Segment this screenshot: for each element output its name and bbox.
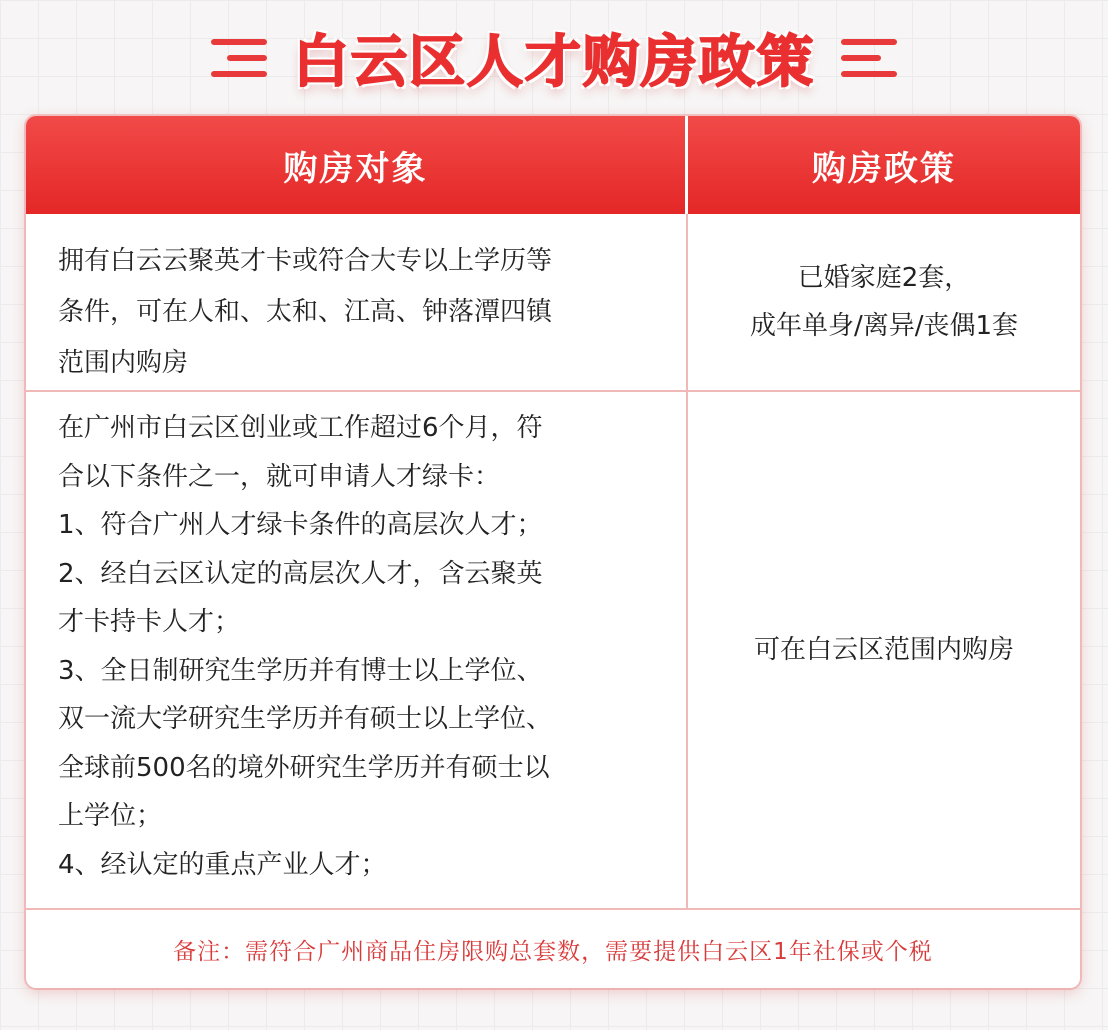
row2-target-line: 3、全日制研究生学历并有博士以上学位、 xyxy=(58,655,543,686)
row1-target-line: 拥有白云云聚英才卡或符合大专以上学历等 xyxy=(58,246,553,276)
row2-target-line: 合以下条件之一，就可申请人才绿卡： xyxy=(58,461,501,492)
row2-target-line: 1、符合广州人才绿卡条件的高层次人才； xyxy=(58,510,543,540)
row1-target-line: 范围内购房 xyxy=(58,348,189,378)
row1-target-cell xyxy=(26,214,688,392)
row1-policy-cell xyxy=(688,214,1080,392)
row2-policy-cell xyxy=(688,392,1080,910)
policy-card xyxy=(26,116,1080,988)
title-bar xyxy=(0,14,1108,102)
footnote: 备注：需符合广州商品住房限购总套数，需要提供白云区1年社保或个税 xyxy=(173,938,933,965)
row1-target-line: 条件，可在人和、太和、江高、钟落潭四镇 xyxy=(58,297,553,327)
header-policy: 购房政策 xyxy=(688,116,1080,214)
page-title: 白云区人才购房政策 xyxy=(293,30,815,95)
row2-target-line: 4、经认定的重点产业人才； xyxy=(58,849,387,880)
row2-target-line: 上学位； xyxy=(58,801,163,831)
row2-policy-line: 可在白云区范围内购房 xyxy=(753,635,1014,665)
title-decoration-right xyxy=(841,28,905,88)
row1-policy-line: 成年单身/离异/丧偶1套 xyxy=(749,311,1019,341)
row2-target-line: 才卡持卡人才； xyxy=(58,607,241,637)
row2-target-line: 在广州市白云区创业或工作超过6个月，符 xyxy=(58,413,543,443)
row2-target-line: 双一流大学研究生学历并有硕士以上学位、 xyxy=(58,704,553,734)
row2-target-line: 全球前500名的境外研究生学历并有硕士以 xyxy=(58,752,550,783)
row2-target-line: 2、经白云区认定的高层次人才，含云聚英 xyxy=(58,558,543,589)
header-target: 购房对象 xyxy=(26,116,688,214)
row2-target-cell xyxy=(26,392,688,910)
title-decoration-left xyxy=(203,28,267,88)
row1-policy-line: 已婚家庭2套， xyxy=(797,263,971,293)
policy-table xyxy=(26,116,1080,910)
